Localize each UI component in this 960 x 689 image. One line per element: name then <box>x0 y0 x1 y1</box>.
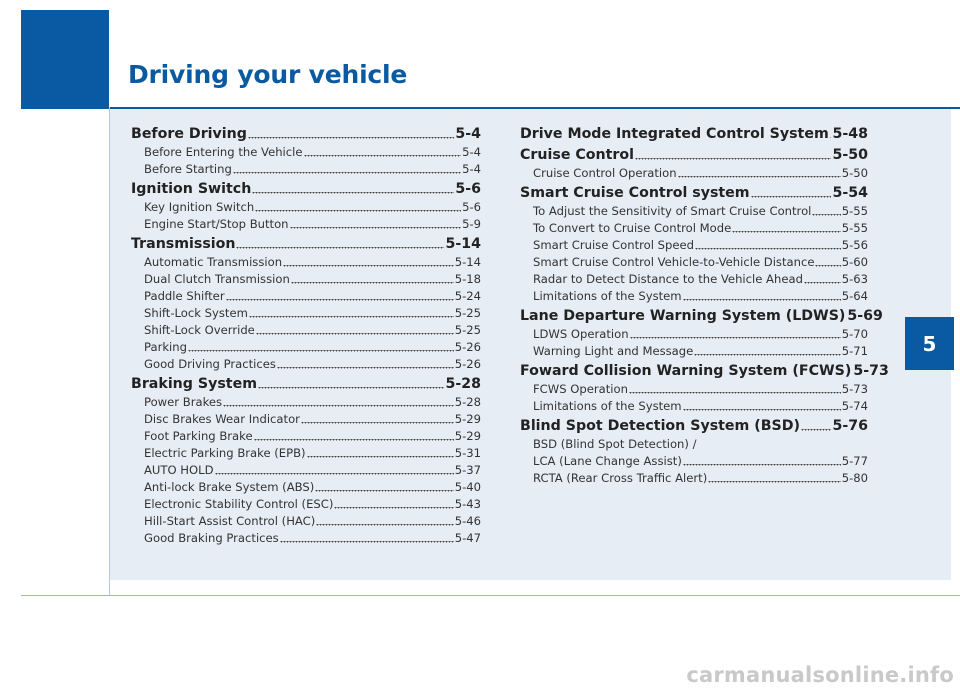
toc-entry-page: 5-26 <box>454 340 481 354</box>
toc-entry[interactable] <box>131 199 481 216</box>
leader-dots <box>283 265 454 267</box>
leader-dots <box>629 392 841 394</box>
toc-entry[interactable] <box>131 445 481 462</box>
toc-entry-page: 5-9 <box>462 217 481 231</box>
toc-section <box>520 306 883 360</box>
leader-dots <box>301 422 454 424</box>
toc-entry-page: 5-6 <box>462 200 481 214</box>
toc-section-heading-title: Foward Collision Warning System (FCWS) <box>520 363 852 379</box>
leader-dots <box>249 316 454 318</box>
toc-entry-page: 5-29 <box>454 412 481 426</box>
toc-entry-page: 5-77 <box>841 454 868 468</box>
leader-dots <box>290 227 462 229</box>
toc-entry[interactable] <box>131 161 481 178</box>
toc-section-heading[interactable] <box>520 183 868 203</box>
toc-section-heading-title: Blind Spot Detection System (BSD) <box>520 418 801 434</box>
toc-section-heading[interactable] <box>131 234 481 254</box>
toc-entry[interactable] <box>131 394 481 411</box>
toc-entry-page: 5-70 <box>841 327 868 341</box>
toc-section <box>520 416 868 487</box>
toc-entry-title: Dual Clutch Transmission <box>144 272 290 286</box>
toc-entry-page: 5-25 <box>454 323 481 337</box>
toc-entry-title: Cruise Control Operation <box>533 166 677 180</box>
leader-dots <box>255 210 461 212</box>
leader-dots <box>315 490 453 492</box>
toc-entry-page: 5-31 <box>454 446 481 460</box>
leader-dots <box>683 299 841 301</box>
leader-dots <box>815 265 840 267</box>
toc-entry[interactable] <box>520 453 868 470</box>
toc-entry[interactable] <box>131 216 481 233</box>
leader-dots <box>630 337 841 339</box>
toc-section-heading-page: 5-50 <box>832 147 868 163</box>
footer-divider <box>21 595 960 596</box>
toc-entry-title: Shift-Lock System <box>144 306 248 320</box>
toc-section-heading-title: Transmission <box>131 236 236 252</box>
toc-entry-title: Shift-Lock Override <box>144 323 255 337</box>
toc-entry-page: 5-56 <box>841 238 868 252</box>
toc-entry[interactable] <box>131 288 481 305</box>
toc-entry[interactable] <box>131 479 481 496</box>
chapter-color-block <box>21 10 109 109</box>
toc-section-heading-title: Lane Departure Warning System (LDWS) <box>520 308 846 324</box>
leader-dots <box>678 176 841 178</box>
toc-entry-title: Good Driving Practices <box>144 357 276 371</box>
toc-entry[interactable] <box>131 496 481 513</box>
leader-dots <box>830 137 832 139</box>
toc-entry-page: 5-73 <box>841 382 868 396</box>
toc-entry[interactable] <box>520 470 868 487</box>
leader-dots <box>188 350 454 352</box>
toc-entry[interactable] <box>520 254 868 271</box>
toc-section <box>520 183 868 305</box>
toc-section <box>131 234 481 373</box>
toc-entry[interactable] <box>131 322 481 339</box>
toc-entry-page: 5-64 <box>841 289 868 303</box>
leader-dots <box>635 158 831 160</box>
toc-section <box>520 145 868 182</box>
toc-entry-title: RCTA (Rear Cross Traffic Alert) <box>533 471 708 485</box>
leader-dots <box>334 507 453 509</box>
toc-section <box>520 124 868 144</box>
toc-entry-title: Paddle Shifter <box>144 289 225 303</box>
chapter-tab[interactable]: 5 <box>905 317 954 370</box>
toc-section <box>131 179 481 233</box>
toc-entry[interactable] <box>131 144 481 161</box>
leader-dots <box>248 137 454 139</box>
leader-dots <box>254 439 454 441</box>
toc-section-heading-page: 5-54 <box>832 185 868 201</box>
toc-section-heading-page: 5-6 <box>455 181 481 197</box>
leader-dots <box>801 429 831 431</box>
toc-entry-title: LCA (Lane Change Assist) <box>533 454 682 468</box>
toc-section-heading[interactable] <box>131 374 481 394</box>
toc-entry-title: To Convert to Cruise Control Mode <box>533 221 732 235</box>
toc-section-heading-page: 5-28 <box>445 376 481 392</box>
toc-section-heading-title: Smart Cruise Control system <box>520 185 750 201</box>
toc-entry[interactable] <box>520 237 868 254</box>
leader-dots <box>683 409 841 411</box>
leader-dots <box>804 282 841 284</box>
toc-entry[interactable] <box>520 326 868 343</box>
toc-entry-page: 5-37 <box>454 463 481 477</box>
toc-section-heading[interactable] <box>520 145 868 165</box>
toc-entry-page: 5-25 <box>454 306 481 320</box>
toc-entry-page: 5-28 <box>454 395 481 409</box>
toc-entry-page: 5-24 <box>454 289 481 303</box>
leader-dots <box>280 541 454 543</box>
toc-section-heading-page: 5-69 <box>847 308 883 324</box>
toc-entry-title: FCWS Operation <box>533 382 628 396</box>
toc-section-heading[interactable] <box>520 361 889 381</box>
leader-dots <box>277 367 454 369</box>
toc-entry-title: Key Ignition Switch <box>144 200 255 214</box>
toc-section <box>131 124 481 178</box>
leader-dots <box>316 524 453 526</box>
toc-entry[interactable] <box>131 428 481 445</box>
toc-entry-page: 5-40 <box>454 480 481 494</box>
toc-entry-title: Anti-lock Brake System (ABS) <box>144 480 315 494</box>
leader-dots <box>215 473 454 475</box>
toc-entry-title: To Adjust the Sensitivity of Smart Cruise Control <box>533 204 812 218</box>
toc-entry[interactable] <box>520 203 868 220</box>
toc-right-column <box>520 124 889 488</box>
toc-entry-title: AUTO HOLD <box>144 463 214 477</box>
toc-entry-page: 5-26 <box>454 357 481 371</box>
toc-entry-page: 5-80 <box>841 471 868 485</box>
toc-entry-page: 5-74 <box>841 399 868 413</box>
leader-dots <box>256 333 454 335</box>
toc-entry-page: 5-29 <box>454 429 481 443</box>
toc-entry-title: Smart Cruise Control Speed <box>533 238 694 252</box>
leader-dots <box>683 464 841 466</box>
toc-entry[interactable] <box>520 398 868 415</box>
toc-entry-title: Limitations of the System <box>533 399 682 413</box>
toc-section-heading-page: 5-76 <box>832 418 868 434</box>
toc-entry[interactable] <box>131 356 481 373</box>
leader-dots <box>751 196 832 198</box>
toc-section-heading-page: 5-48 <box>832 126 868 142</box>
toc-entry-title: BSD (Blind Spot Detection) / <box>533 437 697 451</box>
toc-section-heading[interactable] <box>520 124 868 144</box>
toc-entry-title: Power Brakes <box>144 395 223 409</box>
toc-entry-page: 5-71 <box>841 344 868 358</box>
toc-entry-page: 5-60 <box>841 255 868 269</box>
toc-section-heading[interactable] <box>131 179 481 199</box>
toc-entry[interactable] <box>520 288 868 305</box>
toc-entry[interactable] <box>131 513 481 530</box>
toc-entry[interactable] <box>131 271 481 288</box>
toc-section-heading-title: Braking System <box>131 376 257 392</box>
toc-entry-title: Electronic Stability Control (ESC) <box>144 497 334 511</box>
leader-dots <box>307 456 454 458</box>
toc-entry[interactable] <box>520 436 868 453</box>
toc-entry[interactable] <box>131 305 481 322</box>
toc-entry-title: Disc Brakes Wear Indicator <box>144 412 300 426</box>
leader-dots <box>223 405 454 407</box>
leader-dots <box>226 299 454 301</box>
toc-entry-page: 5-55 <box>841 204 868 218</box>
toc-entry-title: Limitations of the System <box>533 289 682 303</box>
toc-entry-page: 5-18 <box>454 272 481 286</box>
toc-entry[interactable] <box>520 271 868 288</box>
toc-entry[interactable] <box>131 462 481 479</box>
toc-entry-page: 5-50 <box>841 166 868 180</box>
toc-entry-page: 5-46 <box>454 514 481 528</box>
toc-entry[interactable] <box>131 254 481 271</box>
toc-entry-title: Foot Parking Brake <box>144 429 253 443</box>
toc-section-heading[interactable] <box>520 306 883 326</box>
toc-entry[interactable] <box>131 411 481 428</box>
leader-dots <box>291 282 454 284</box>
leader-dots <box>732 231 840 233</box>
leader-dots <box>812 214 840 216</box>
toc-entry-page: 5-47 <box>454 531 481 545</box>
toc-entry-title: Engine Start/Stop Button <box>144 217 289 231</box>
toc-entry-page: 5-55 <box>841 221 868 235</box>
toc-section <box>131 374 481 547</box>
toc-section-heading[interactable] <box>131 124 481 144</box>
toc-section-heading-title: Drive Mode Integrated Control System <box>520 126 829 142</box>
toc-entry-title: Smart Cruise Control Vehicle-to-Vehicle Distance <box>533 255 815 269</box>
toc-entry-page: 5-4 <box>462 145 481 159</box>
toc-entry-title: Electric Parking Brake (EPB) <box>144 446 306 460</box>
toc-entry-title: LDWS Operation <box>533 327 629 341</box>
toc-section <box>520 361 889 415</box>
toc-entry[interactable] <box>131 530 481 547</box>
toc-left-column <box>131 124 481 548</box>
toc-section-heading-page: 5-73 <box>853 363 889 379</box>
toc-entry-title: Before Entering the Vehicle <box>144 145 303 159</box>
leader-dots <box>695 248 841 250</box>
toc-entry-title: Radar to Detect Distance to the Vehicle Ahead <box>533 272 803 286</box>
leader-dots <box>258 387 445 389</box>
toc-entry[interactable] <box>131 339 481 356</box>
toc-section-heading-title: Ignition Switch <box>131 181 252 197</box>
toc-section-heading-page: 5-4 <box>455 126 481 142</box>
toc-entry-title: Hill-Start Assist Control (HAC) <box>144 514 316 528</box>
toc-entry-page: 5-14 <box>454 255 481 269</box>
toc-entry[interactable] <box>520 381 868 398</box>
toc-entry-title: Automatic Transmission <box>144 255 283 269</box>
page-title: Driving your vehicle <box>128 60 408 89</box>
leader-dots <box>252 192 454 194</box>
toc-section-heading-title: Before Driving <box>131 126 247 142</box>
toc-entry-title: Before Starting <box>144 162 232 176</box>
leader-dots <box>233 172 461 174</box>
leader-dots <box>236 247 444 249</box>
leader-dots <box>708 481 840 483</box>
toc-entry[interactable] <box>520 165 868 182</box>
leader-dots <box>694 354 840 356</box>
toc-entry[interactable] <box>520 343 868 360</box>
toc-section-heading-page: 5-14 <box>445 236 481 252</box>
toc-section-heading[interactable] <box>520 416 868 436</box>
toc-entry-page: 5-63 <box>841 272 868 286</box>
toc-entry-title: Good Braking Practices <box>144 531 279 545</box>
toc-entry-title: Parking <box>144 340 187 354</box>
toc-section-heading-title: Cruise Control <box>520 147 635 163</box>
toc-entry-page: 5-43 <box>454 497 481 511</box>
leader-dots <box>304 155 462 157</box>
watermark: carmanualsonline.info <box>686 663 954 687</box>
toc-entry-page: 5-4 <box>462 162 481 176</box>
toc-entry-title: Warning Light and Message <box>533 344 694 358</box>
toc-entry[interactable] <box>520 220 868 237</box>
